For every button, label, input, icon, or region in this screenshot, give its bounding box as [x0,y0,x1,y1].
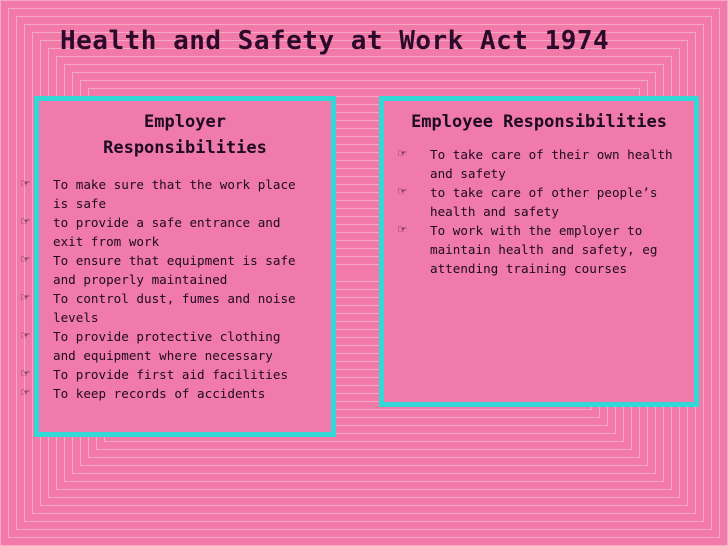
list-item-text: To make sure that the work place is safe [53,177,296,211]
list-item [17,251,307,289]
employer-panel [21,96,336,437]
pointing-hand-icon: ☞ [21,385,30,401]
employee-list [394,145,684,278]
employer-list [17,175,307,403]
list-item-text: To work with the employer to maintain health and safety, eg attending training courses [430,223,658,276]
employee-heading: Employee Responsibilities [411,112,667,132]
list-item-text: To keep records of accidents [53,386,266,401]
list-item [17,289,307,327]
pointing-hand-icon: ☞ [398,184,407,200]
list-item [394,221,684,278]
list-item-text: To control dust, fumes and noise levels [53,291,296,325]
list-item [17,175,307,213]
list-item-text: to take care of other people’s health and safety [430,185,658,219]
pointing-hand-icon: ☞ [21,366,30,382]
list-item [17,327,307,365]
list-item-text: To provide protective clothing and equipment where necessary [53,329,281,363]
employer-heading: Employer Responsibilities [103,112,267,158]
pointing-hand-icon: ☞ [21,176,30,192]
list-item-text: To take care of their own health and safety [430,147,673,181]
list-item [17,365,307,384]
pointing-hand-icon: ☞ [21,214,30,230]
pointing-hand-icon: ☞ [398,222,407,238]
list-item-text: to provide a safe entrance and exit from work [53,215,281,249]
list-item [394,183,684,221]
list-item [394,145,684,183]
list-item-text: To ensure that equipment is safe and properly maintained [53,253,296,287]
list-item [17,213,307,251]
employee-panel [379,96,699,407]
pointing-hand-icon: ☞ [21,290,30,306]
pointing-hand-icon: ☞ [21,252,30,268]
slide-title: Health and Safety at Work Act 1974 [60,26,610,56]
pointing-hand-icon: ☞ [21,328,30,344]
pointing-hand-icon: ☞ [398,146,407,162]
list-item [17,384,307,403]
list-item-text: To provide first aid facilities [53,367,289,382]
